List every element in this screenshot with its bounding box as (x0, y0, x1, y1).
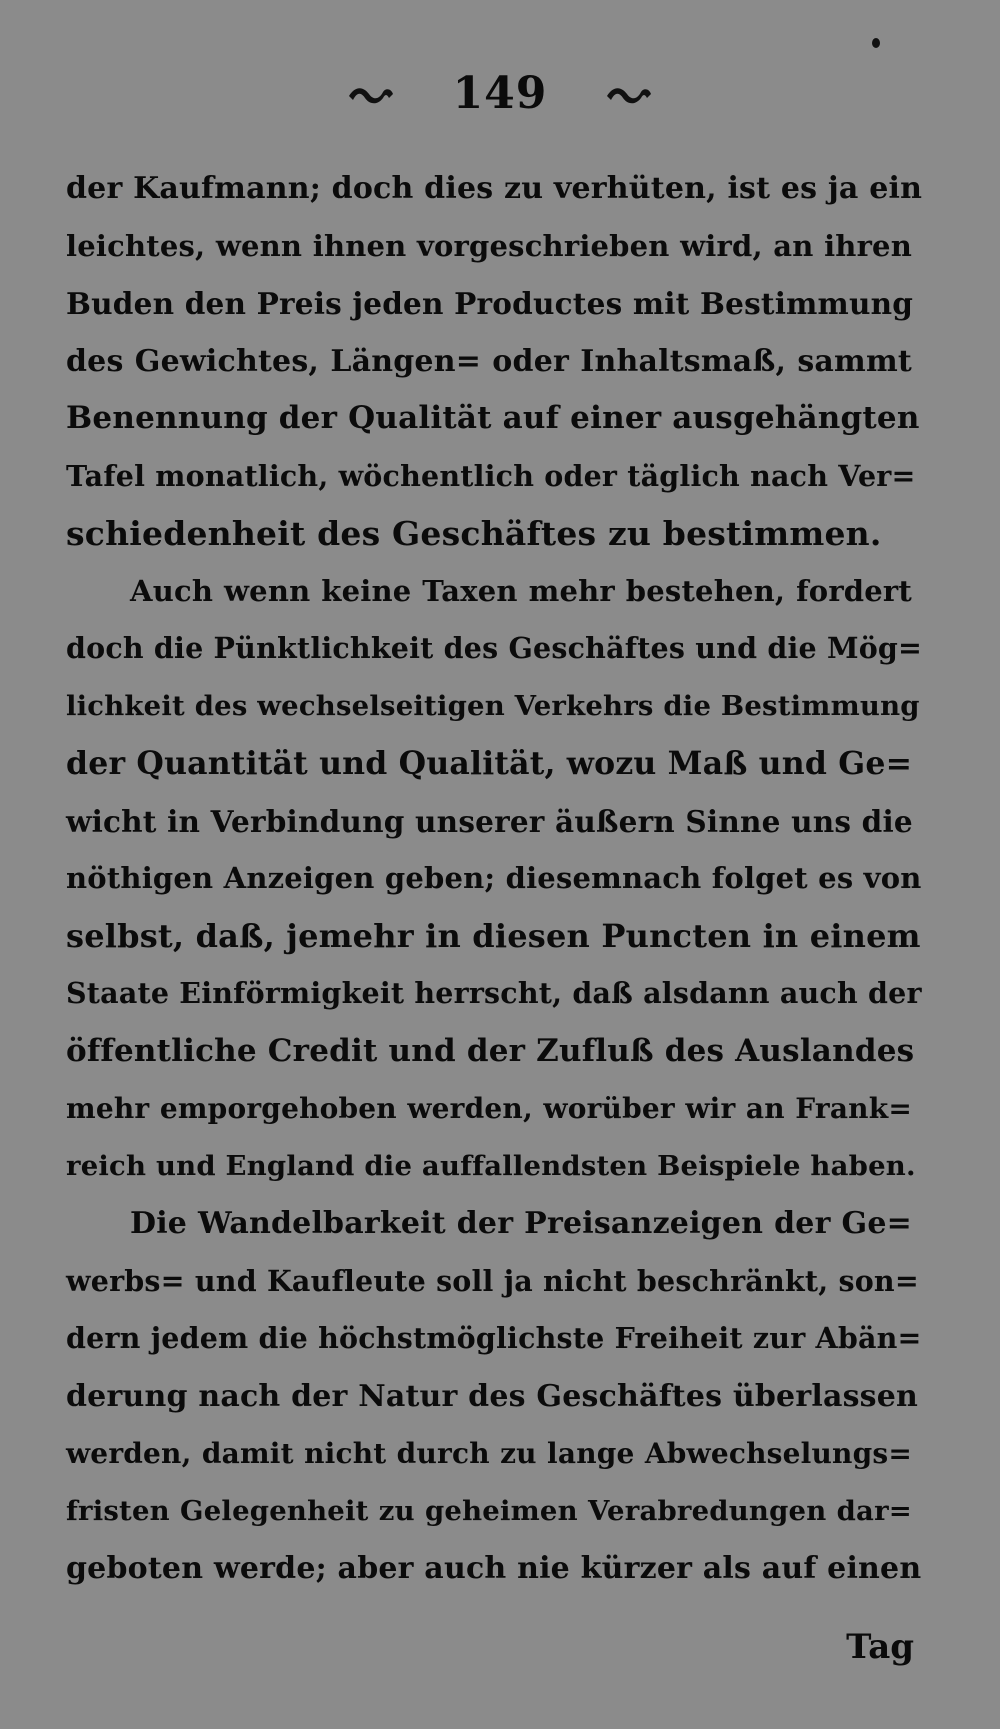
text-line: Staate Einförmigkeit herrscht, daß alsdann auch der (66, 976, 922, 1010)
catchword: Tag (846, 1627, 914, 1667)
text-line: der Kaufmann; doch dies zu verhüten, ist es ja ein (66, 171, 923, 206)
text-line: Tafel monatlich, wöchentlich oder täglich nach Ver= (66, 458, 916, 493)
text-line: öffentliche Credit und der Zufluß des Auslandes (66, 1032, 915, 1069)
text-line: schiedenheit des Geschäftes zu bestimmen. (66, 514, 882, 553)
left-ornament-icon (347, 80, 395, 108)
right-ornament-icon (605, 80, 653, 108)
text-line: mehr emporgehoben werden, worüber wir an Frank= (66, 1092, 912, 1125)
text-line: Buden den Preis jeden Productes mit Bestimmung (66, 286, 914, 321)
text-line: dern jedem die höchstmöglichste Freiheit zur Abän= (66, 1321, 922, 1355)
page-header (0, 64, 1000, 124)
text-line: der Quantität und Qualität, wozu Maß und Ge= (66, 745, 913, 782)
text-line: Die Wandelbarkeit der Preisanzeigen der Ge= (130, 1206, 912, 1241)
text-line: leichtes, wenn ihnen vorgeschrieben wird, an ihren (66, 228, 912, 263)
body-text (66, 160, 923, 1598)
text-line: wicht in Verbindung unserer äußern Sinne uns die (66, 803, 913, 839)
text-line: geboten werde; aber auch nie kürzer als auf einen (66, 1551, 922, 1586)
text-line: doch die Pünktlichkeit des Geschäftes und die Mög= (66, 631, 923, 665)
page-number: 149 (452, 68, 548, 119)
text-line: lichkeit des wechselseitigen Verkehrs die Bestimmung (66, 689, 920, 722)
text-line: nöthigen Anzeigen geben; diesemnach folget es von (66, 861, 922, 895)
text-line: fristen Gelegenheit zu geheimen Verabredungen dar= (66, 1494, 912, 1527)
text-line: reich und England die auffallendsten Beispiele haben. (66, 1149, 916, 1182)
text-line: des Gewichtes, Längen= oder Inhaltsmaß, sammt (66, 343, 912, 379)
ink-speck (872, 38, 880, 48)
text-line: selbst, daß, jemehr in diesen Puncten in einem (66, 916, 921, 955)
text-line: Benennung der Qualität auf einer ausgehängten (66, 400, 920, 436)
text-line: Auch wenn keine Taxen mehr bestehen, fordert (130, 573, 912, 608)
text-line: derung nach der Natur des Geschäftes überlassen (66, 1378, 919, 1414)
text-line: werden, damit nicht durch zu lange Abwechselungs= (66, 1437, 912, 1470)
text-line: werbs= und Kaufleute soll ja nicht beschränkt, son= (66, 1263, 919, 1298)
